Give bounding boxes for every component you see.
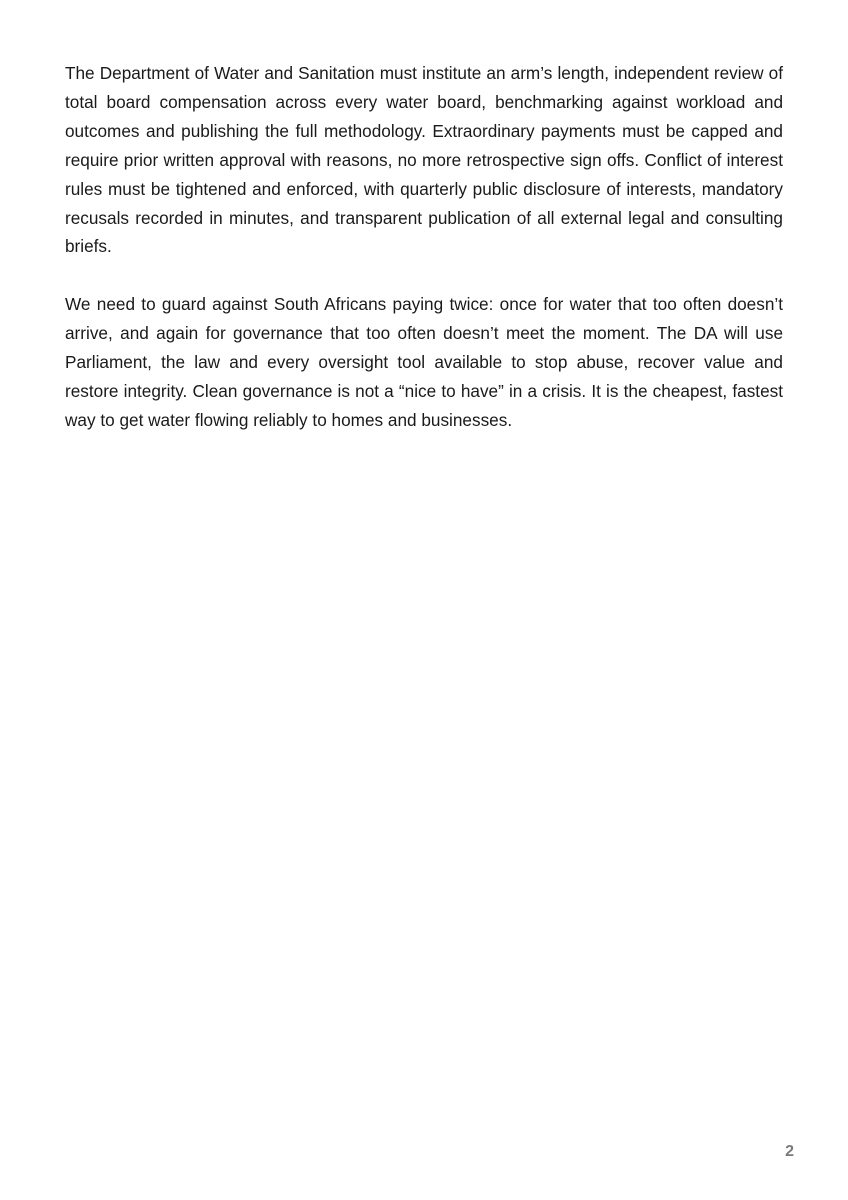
- document-body: [65, 59, 783, 464]
- paragraph-board-review: The Department of Water and Sanitation must institute an arm’s length, independent review of total board compensation across every water board, benchmarking against workload and outcomes and publishing the full methodology. Extraordinary payments must be capped and require prior written approval with reasons, no more retrospective sign offs. Conflict of interest rules must be tightened and enforced, with quarterly public disclosure of interests, mandatory recusals recorded in minutes, and transparent publication of all external legal and consulting briefs.: [65, 63, 783, 257]
- page-number: 2: [785, 1143, 794, 1160]
- paragraph-governance: We need to guard against South Africans paying twice: once for water that too often doesn’t arrive, and again for governance that too often doesn’t meet the moment. The DA will use Parliament, the law and every oversight tool available to stop abuse, recover value and restore integrity. Clean governance is not a “nice to have” in a crisis. It is the cheapest, fastest way to get water flowing reliably to homes and businesses.: [65, 294, 783, 430]
